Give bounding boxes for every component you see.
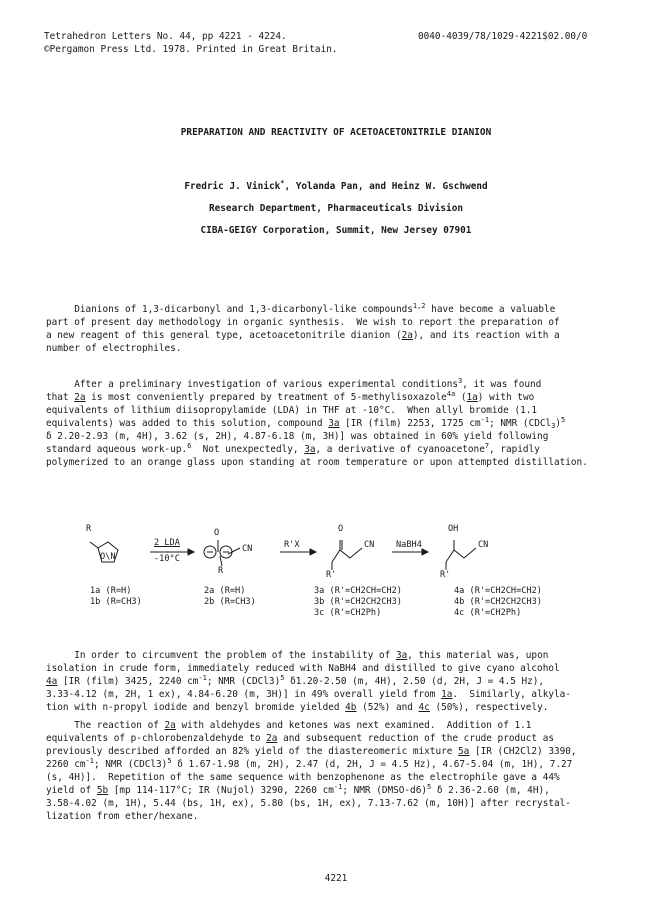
compound-ref: 1a [466, 392, 478, 403]
compound-ref: 3a [395, 650, 408, 661]
reaction-scheme [70, 520, 630, 620]
compound-list-4: 4a (R'=CH2CH=CH2) 4b (R'=CH2CH2CH3) 4c (R'=CH2Ph) [454, 586, 542, 618]
compound-ref: 3a [304, 444, 316, 455]
journal-header [44, 30, 338, 56]
compound-ref: 4c [418, 702, 430, 713]
ring-heteroatoms: O\N [100, 552, 116, 562]
reagent-alkyl-halide: R'X [284, 540, 300, 550]
author-line [0, 180, 672, 193]
compound-ref: 2a [401, 330, 413, 341]
compound-list-1: 1a (R=H) 1b (R=CH3) [90, 586, 142, 607]
ketone-cn: CN [364, 540, 375, 550]
compound-ref: 5a [458, 746, 470, 757]
ketone-oxygen: O [338, 524, 344, 534]
compound-ref: 4b [345, 702, 357, 713]
dianion-cn: CN [242, 544, 253, 554]
paragraph-preparation: After a preliminary investigation of various experimental conditions$^3$, it was found that 2a is most conveniently prepared by treatment of 5-methylisoxazole$^{4a}$ (1a) with two equivalents of lithium diisopropylamide (LDA) in THF at -10°C. When allyl bromide (1.1 equivalents) was added to this solution, compound 3a [IR (film) 2253, 1725 $cm^{-1}$; NMR (CDCl$_3$)$^5$ δ 2.20-2.93 (m, 4H), 3.62 (s, 2H), 4.87-6.18 (m, 3H)] was obtained in 60% yield following standard aqueous work-up.$^6$ Not unexpectedly, 3a, a derivative of cyanoacetone$^7$, rapidly polymerized to an orange glass upon standing at room temperature or upon attempted distillation. [46, 377, 588, 468]
affiliation-institution: CIBA-GEIGY Corporation, Summit, New Jersey 07901 [200, 225, 472, 236]
alcohol-structure [446, 540, 476, 570]
compound-ref: 4a [46, 676, 58, 687]
publisher-line: ©Pergamon Press Ltd. 1978. Printed in Great Britain. [44, 44, 338, 55]
compound-ref: 2a [266, 733, 278, 744]
reagent-nabh4: NaBH4 [396, 540, 422, 550]
compound-list-3: 3a (R'=CH2CH=CH2) 3b (R'=CH2CH2CH3) 3c (R'=CH2Ph) [314, 586, 402, 618]
author-name: Fredric J. Vinick [184, 181, 281, 192]
paragraph-aldehydes: The reaction of 2a with aldehydes and ketones was next examined. Addition of 1.1 equivalents of p-chlorobenzaldehyde to 2a and subsequent reduction of the crude product as previously described afforded an 82% yield of the diastereomeric mixture 5a [IR (CH2Cl2) 3390, 2260 $cm^{-1}$; NMR (CDCl3)$^5$ δ 1.67-1.98 (m, 2H), 2.47 (d, 2H, J = 4.5 Hz), 4.67-5.04 (m, 1H), 7.27 (s, 4H)]. Repetition of the same sequence with benzophenone as the electrophile gave a 44% yield of 5b [mp 114-117°C; IR (Nujol) 3290, 2260 $cm^{-1}$; NMR (DMSO-d6)$^5$ δ 2.36-2.60 (m, 4H), 3.58-4.02 (m, 1H), 5.44 (bs, 1H, ex), 5.80 (bs, 1H, ex), 7.13-7.62 (m, 10H)] after recrystal- lization from ether/hexane. [46, 720, 577, 822]
compound-list-2: 2a (R=H) 2b (R=CH3) [204, 586, 256, 607]
ketone-r: R' [326, 570, 337, 580]
journal-citation: Tetrahedron Letters No. 44, pp 4221 - 4224. [44, 31, 287, 42]
dianion-r: R [218, 566, 224, 576]
substituent-r: R [86, 524, 92, 534]
ketone-structure [332, 540, 362, 570]
paper-title: PREPARATION AND REACTIVITY OF ACETOACETONITRILE DIANION [180, 127, 492, 138]
compound-ref: 3a [328, 418, 340, 429]
corresponding-mark: * [280, 179, 285, 187]
alcohol-r: R' [440, 570, 451, 580]
paragraph-intro: Dianions of 1,3-dicarbonyl and 1,3-dicarbonyl-like compounds$^{1,2}$ have become a valuable part of present day methodology in organic synthesis. We wish to report the preparation of a new reagent of this general type, acetoacetonitrile dianion (2a), and its reaction with a number of electrophiles. [46, 302, 560, 354]
compound-ref: 1a [441, 689, 453, 700]
page-number: 4221 [324, 873, 348, 884]
article-code: 0040-4039/78/1029-4221$02.00/0 [418, 31, 588, 42]
paragraph-reduction: In order to circumvent the problem of the instability of 3a, this material was, upon isolation in crude form, immediately reduced with NaBH4 and distilled to give cyano alcohol 4a [IR (film) 3425, 2240 $cm^{-1}$; NMR (CDCl3)$^5$ δ1.20-2.50 (m, 4H), 2.50 (d, 2H, J = 4.5 Hz), 3.33-4.12 (m, 2H, 1 ex), 4.84-6.20 (m, 3H)] in 49% overall yield from 1a. Similarly, alkyla- tion with n-propyl iodide and benzyl bromide yielded 4b (52%) and 4c (50%), respectively. [46, 650, 571, 713]
coauthors: , Yolanda Pan, and Heinz W. Gschwend [284, 181, 488, 192]
compound-ref: 5b [96, 785, 109, 796]
compound-ref: 2a [164, 720, 176, 731]
compound-ref: 2a [74, 392, 86, 403]
alcohol-cn: CN [478, 540, 489, 550]
alcohol-oh: OH [448, 524, 459, 534]
affiliation-department: Research Department, Pharmaceuticals Division [209, 203, 463, 214]
dianion-oxygen: O [214, 528, 220, 538]
reagent-lda: 2 LDA [154, 538, 180, 548]
dianion-structure [204, 540, 240, 566]
condition-temp: -10°C [154, 554, 180, 564]
